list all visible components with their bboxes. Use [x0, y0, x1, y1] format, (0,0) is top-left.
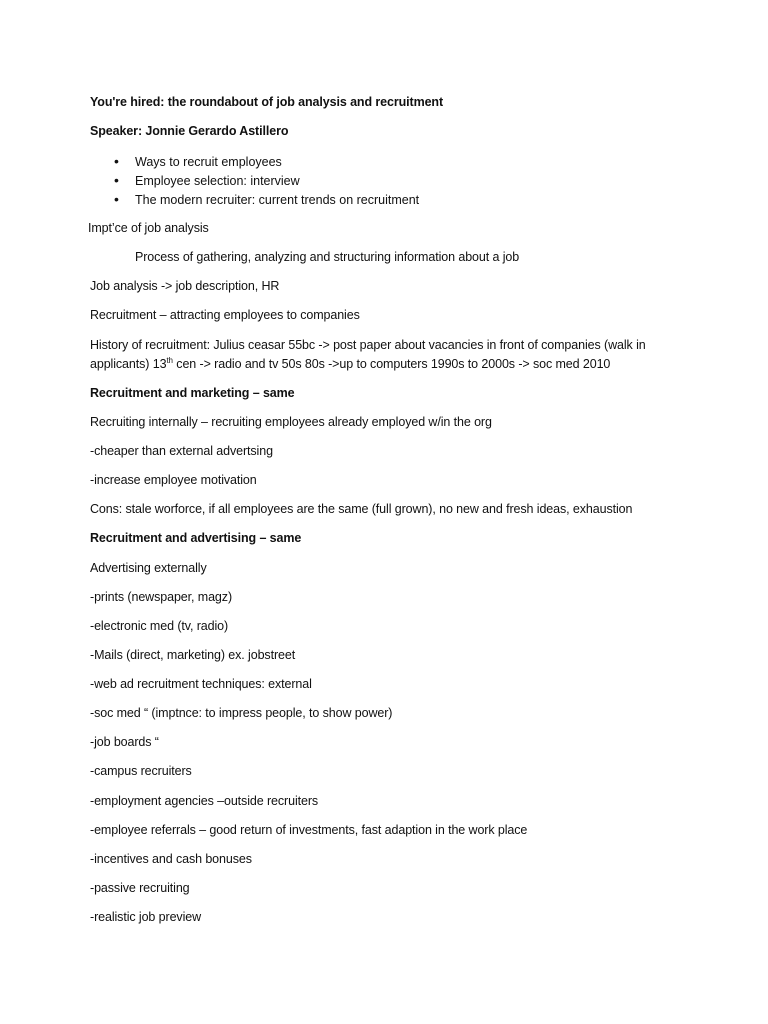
referrals-line: -employee referrals – good return of investments, fast adaption in the work place — [90, 823, 528, 837]
speaker-line: Speaker: Jonnie Gerardo Astillero — [90, 124, 289, 138]
agencies-line: -employment agencies –outside recruiters — [90, 794, 319, 808]
bullet-item-3 — [114, 190, 419, 210]
job-analysis-line: Job analysis -> job description, HR — [90, 279, 280, 293]
mails-line: -Mails (direct, marketing) ex. jobstreet — [90, 648, 296, 662]
history-superscript: th — [166, 355, 173, 365]
impt-heading: Impt’ce of job analysis — [88, 221, 209, 235]
incentives-line: -incentives and cash bonuses — [90, 852, 252, 866]
history-line-1: History of recruitment: Julius ceasar 55bc -> post paper about vacancies in front of companies (walk in — [90, 338, 646, 352]
electronic-line: -electronic med (tv, radio) — [90, 619, 229, 633]
campus-line: -campus recruiters — [90, 764, 192, 778]
bullet-icon: • — [114, 172, 119, 188]
bullet-icon: • — [114, 153, 119, 169]
bullet-text-2: Employee selection: interview — [135, 174, 300, 188]
prints-line: -prints (newspaper, magz) — [90, 590, 233, 604]
passive-line: -passive recruiting — [90, 881, 190, 895]
bullet-item-1 — [114, 152, 282, 172]
realistic-line: -realistic job preview — [90, 910, 202, 924]
bullet-text-3: The modern recruiter: current trends on recruitment — [135, 193, 420, 207]
cons-line: Cons: stale worforce, if all employees are the same (full grown), no new and fresh ideas, exhaustion — [90, 502, 633, 516]
web-ad-line: -web ad recruitment techniques: external — [90, 677, 312, 691]
soc-med-line: -soc med “ (imptnce: to impress people, to show power) — [90, 706, 393, 720]
history-line-2-post: cen -> radio and tv 50s 80s ->up to computers 1990s to 2000s -> soc med 2010 — [172, 357, 611, 371]
recruitment-definition: Recruitment – attracting employees to companies — [90, 308, 360, 322]
history-line-2 — [90, 355, 610, 374]
job-boards-line: -job boards “ — [90, 735, 159, 749]
advertising-externally-line: Advertising externally — [90, 561, 207, 575]
bullet-item-2 — [114, 171, 300, 191]
history-line-2-pre: applicants) 13 — [90, 357, 167, 371]
recruitment-marketing-heading: Recruitment and marketing – same — [90, 386, 295, 400]
recruitment-advertising-heading: Recruitment and advertising – same — [90, 531, 302, 545]
recruiting-internally-line: Recruiting internally – recruiting employees already employed w/in the org — [90, 415, 492, 429]
bullet-text-1: Ways to recruit employees — [135, 155, 282, 169]
document-title: You're hired: the roundabout of job analysis and recruitment — [90, 95, 444, 109]
cheaper-line: -cheaper than external advertsing — [90, 444, 273, 458]
motivation-line: -increase employee motivation — [90, 473, 257, 487]
impt-definition: Process of gathering, analyzing and structuring information about a job — [135, 250, 520, 264]
bullet-icon: • — [114, 191, 119, 207]
